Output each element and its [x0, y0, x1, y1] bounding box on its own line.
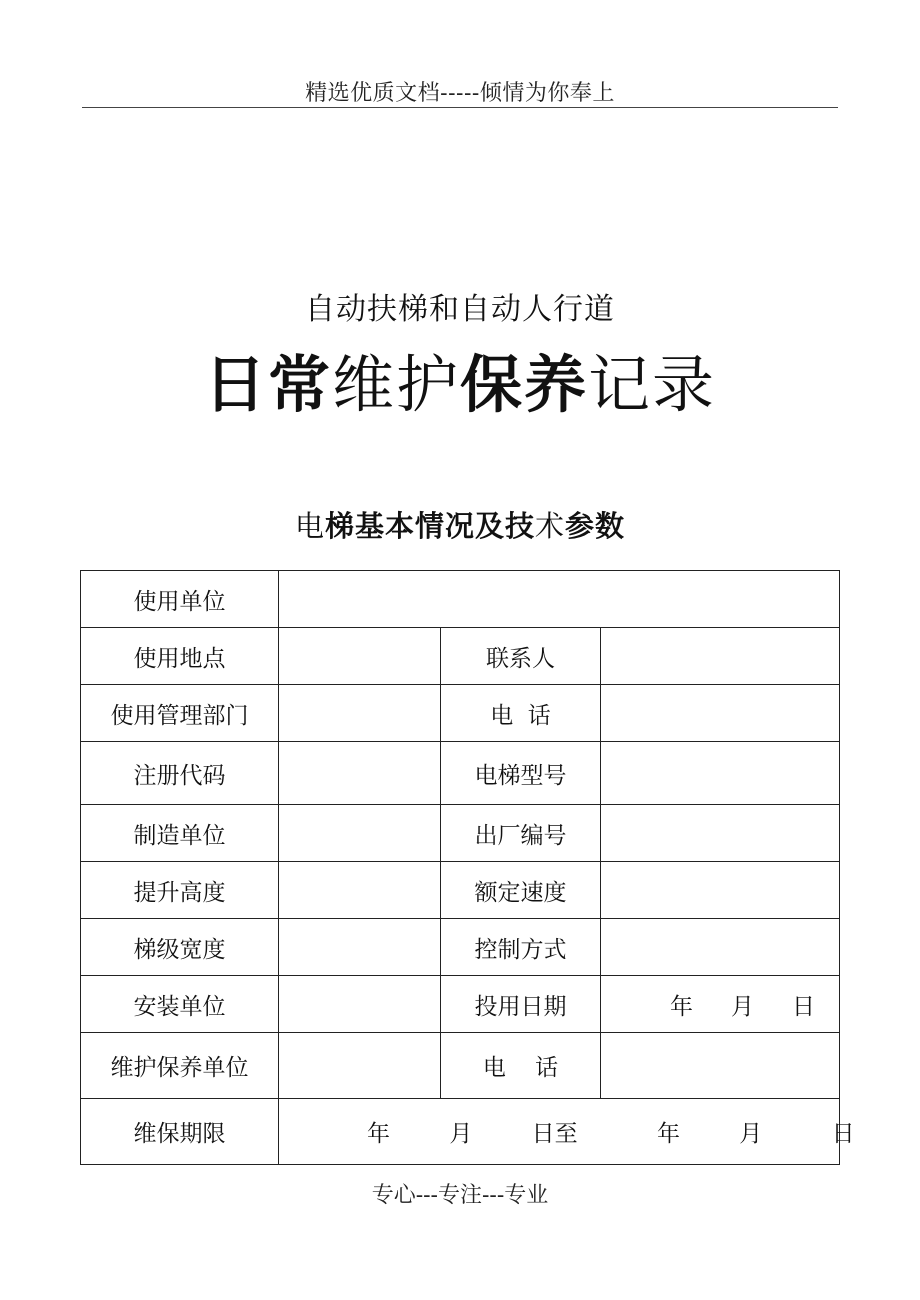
elevator-info-table	[80, 570, 855, 1165]
value-install-unit[interactable]	[279, 976, 441, 1033]
section-title-part-4: 参数	[565, 509, 626, 543]
title-part-4: 记录	[588, 348, 717, 421]
table-row	[81, 628, 840, 685]
label-lift-height: 提升高度	[81, 862, 279, 919]
page-footer: 专心---专注---专业	[371, 1183, 549, 1208]
table-row	[81, 1099, 840, 1165]
label-use-location: 使用地点	[81, 628, 279, 685]
label-service-date: 投用日期	[441, 976, 601, 1033]
value-contact-person[interactable]	[601, 628, 840, 685]
label-phone: 电 话	[441, 685, 601, 742]
value-phone[interactable]	[601, 685, 840, 742]
label-phone-2: 电 话	[441, 1033, 601, 1099]
period-month-2: 月	[739, 1121, 763, 1147]
label-rated-speed: 额定速度	[441, 862, 601, 919]
table-row	[81, 862, 840, 919]
value-control-mode[interactable]	[601, 919, 840, 976]
date-day-label: 日	[792, 993, 816, 1020]
table-row	[81, 571, 840, 628]
value-phone-2[interactable]	[601, 1033, 840, 1099]
table-row	[81, 742, 840, 805]
value-service-date[interactable]	[601, 976, 840, 1033]
period-day-2: 日	[831, 1121, 855, 1147]
period-year-2: 年	[656, 1121, 680, 1147]
label-step-width: 梯级宽度	[81, 919, 279, 976]
date-month-label: 月	[731, 993, 755, 1020]
date-year-label: 年	[670, 993, 694, 1020]
label-factory-number: 出厂编号	[441, 805, 601, 862]
section-title-part-1: 电	[294, 509, 325, 543]
label-maintenance-unit: 维护保养单位	[81, 1033, 279, 1099]
value-use-location[interactable]	[279, 628, 441, 685]
title-part-3: 保养	[460, 348, 589, 421]
section-title	[0, 504, 920, 545]
title-part-1: 日常	[203, 348, 332, 421]
table-row	[81, 685, 840, 742]
value-management-dept[interactable]	[279, 685, 441, 742]
value-use-unit[interactable]	[279, 571, 840, 628]
label-manufacturer: 制造单位	[81, 805, 279, 862]
label-use-unit: 使用单位	[81, 571, 279, 628]
label-maintenance-period: 维保期限	[81, 1099, 279, 1165]
header-divider	[82, 107, 838, 108]
value-lift-height[interactable]	[279, 862, 441, 919]
label-management-dept: 使用管理部门	[81, 685, 279, 742]
value-maintenance-unit[interactable]	[279, 1033, 441, 1099]
table-row	[81, 1033, 840, 1099]
value-rated-speed[interactable]	[601, 862, 840, 919]
label-control-mode: 控制方式	[441, 919, 601, 976]
value-step-width[interactable]	[279, 919, 441, 976]
value-maintenance-period[interactable]	[279, 1099, 855, 1165]
value-factory-number[interactable]	[601, 805, 840, 862]
period-month-1: 月	[449, 1121, 473, 1147]
value-registration-code[interactable]	[279, 742, 441, 805]
label-contact-person: 联系人	[441, 628, 601, 685]
period-year-1: 年	[367, 1121, 390, 1147]
table-row	[81, 919, 840, 976]
label-registration-code: 注册代码	[81, 742, 279, 805]
title-part-2: 维护	[331, 348, 460, 421]
label-install-unit: 安装单位	[81, 976, 279, 1033]
value-elevator-model[interactable]	[601, 742, 840, 805]
document-title	[0, 348, 920, 422]
section-title-part-2: 梯基本情况及技	[324, 509, 535, 543]
value-manufacturer[interactable]	[279, 805, 441, 862]
period-day-to: 日至	[531, 1121, 578, 1147]
section-title-part-3: 术	[535, 509, 566, 543]
table-row	[81, 976, 840, 1033]
page-header: 精选优质文档-----倾情为你奉上	[305, 81, 615, 106]
document-subtitle: 自动扶梯和自动人行道	[305, 292, 615, 327]
table-row	[81, 805, 840, 862]
label-elevator-model: 电梯型号	[441, 742, 601, 805]
